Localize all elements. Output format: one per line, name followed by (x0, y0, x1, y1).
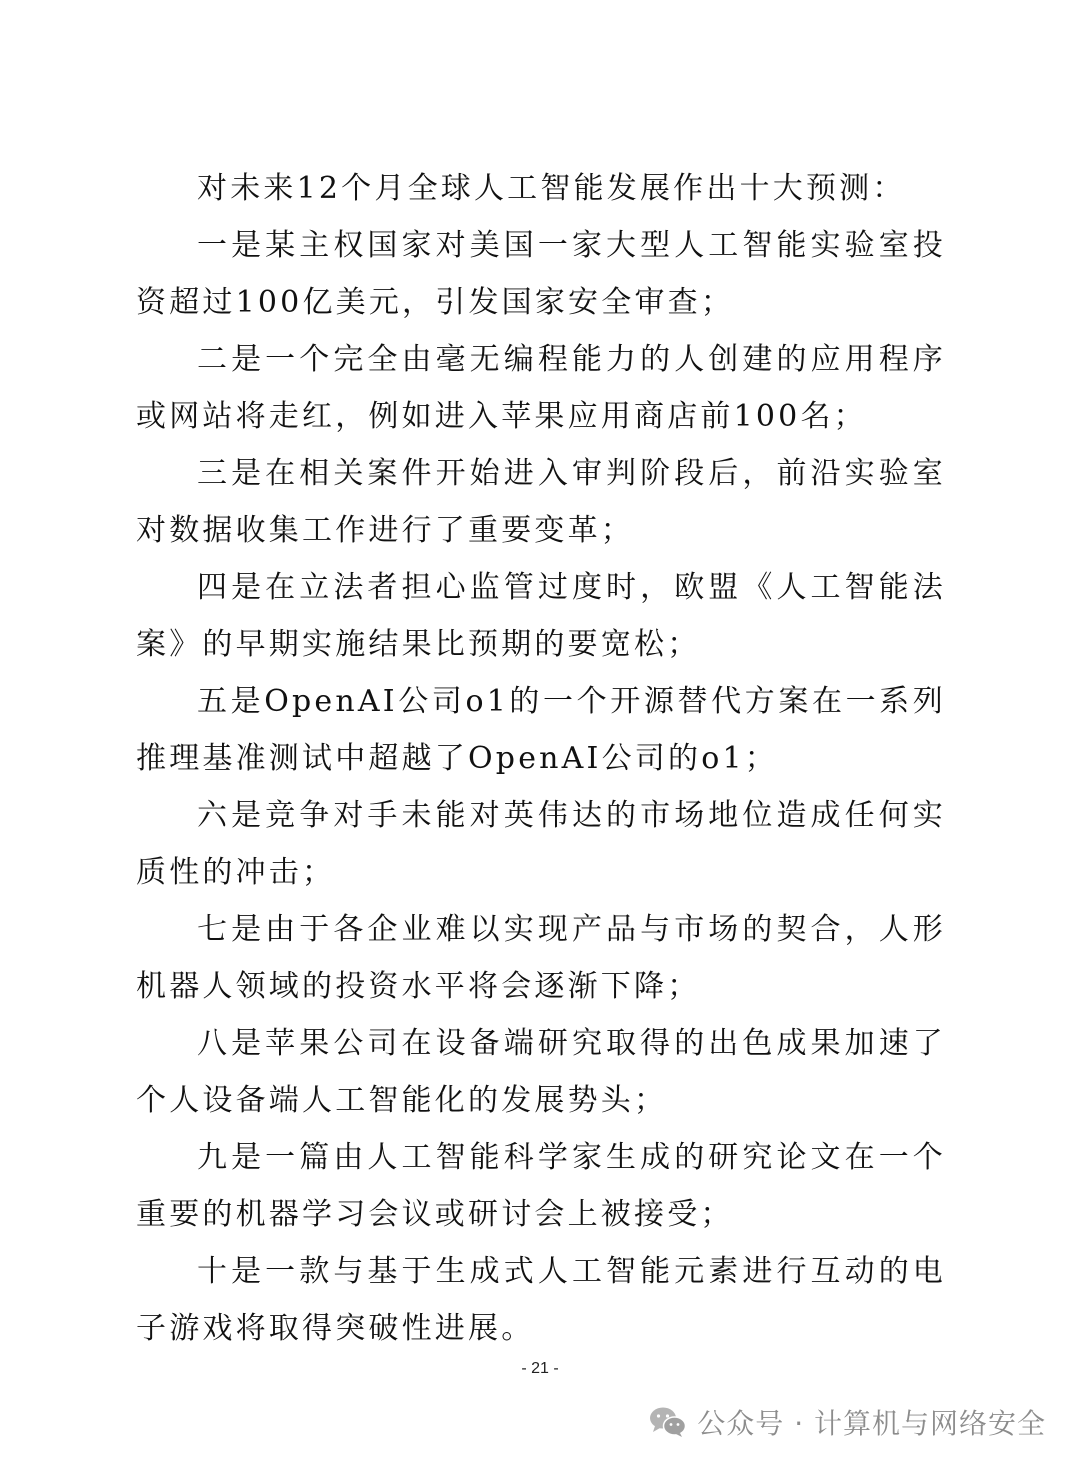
paragraph-prediction-3: 三是在相关案件开始进入审判阶段后，前沿实验室对数据收集工作进行了重要变革； (136, 456, 946, 548)
watermark-text: 公众号 · 计算机与网络安全 (697, 1407, 1046, 1440)
page-number: - 21 - (521, 1360, 559, 1377)
paragraph-prediction-4: 四是在立法者担心监管过度时，欧盟《人工智能法案》的早期实施结果比预期的要宽松； (136, 570, 946, 662)
document-body (136, 160, 946, 1357)
paragraph-prediction-6: 六是竞争对手未能对英伟达的市场地位造成任何实质性的冲击； (136, 798, 946, 890)
paragraph-prediction-1: 一是某主权国家对美国一家大型人工智能实验室投资超过100亿美元，引发国家安全审查； (136, 228, 946, 320)
paragraph-prediction-9: 九是一篇由人工智能科学家生成的研究论文在一个重要的机器学习会议或研讨会上被接受； (136, 1140, 946, 1232)
wechat-watermark (649, 1402, 1046, 1442)
paragraph-prediction-2: 二是一个完全由毫无编程能力的人创建的应用程序或网站将走红，例如进入苹果应用商店前100名； (136, 342, 946, 434)
paragraph-prediction-10: 十是一款与基于生成式人工智能元素进行互动的电子游戏将取得突破性进展。 (136, 1254, 946, 1346)
paragraph-prediction-8: 八是苹果公司在设备端研究取得的出色成果加速了个人设备端人工智能化的发展势头； (136, 1026, 946, 1118)
paragraph-intro: 对未来12个月全球人工智能发展作出十大预测： (197, 171, 906, 206)
paragraph-prediction-5: 五是OpenAI公司o1的一个开源替代方案在一系列推理基准测试中超越了OpenAI公司的o1； (136, 684, 946, 776)
paragraph-prediction-7: 七是由于各企业难以实现产品与市场的契合，人形机器人领域的投资水平将会逐渐下降； (136, 912, 946, 1004)
wechat-icon (649, 1406, 687, 1438)
